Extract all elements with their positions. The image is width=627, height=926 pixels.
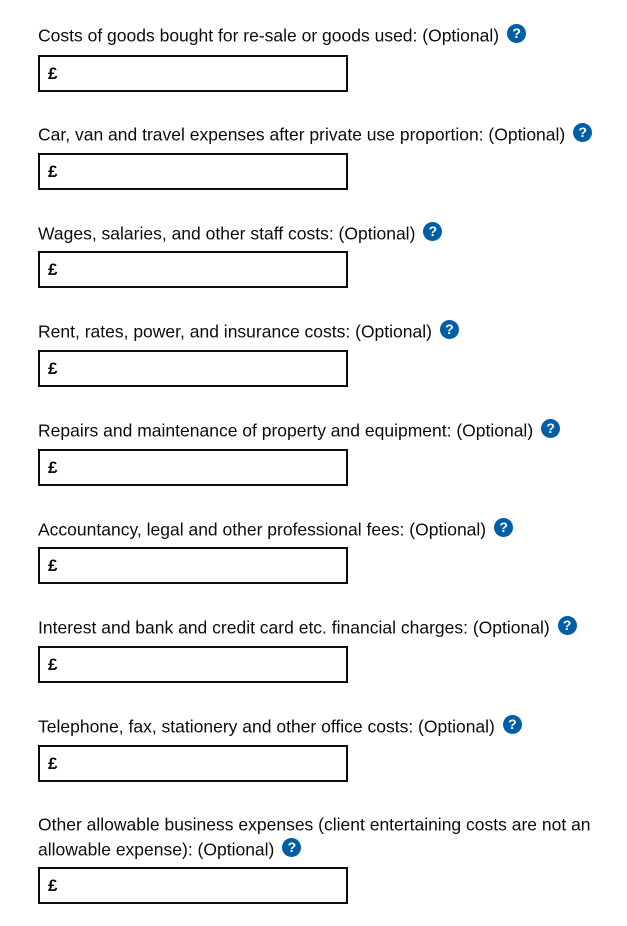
question-circle-icon[interactable]: ?: [503, 715, 522, 734]
financial-charges-input[interactable]: [61, 648, 346, 681]
rent-rates-input[interactable]: [61, 352, 346, 385]
money-input-box[interactable]: [38, 449, 348, 486]
currency-prefix: £: [48, 875, 58, 895]
money-input-box[interactable]: [38, 251, 348, 288]
label-text: Costs of goods bought for re-sale or goods used: (Optional): [38, 25, 500, 46]
field-label: [38, 713, 618, 738]
question-circle-icon[interactable]: ?: [541, 419, 560, 438]
money-input-box[interactable]: [38, 867, 348, 904]
money-input-box[interactable]: [38, 547, 348, 584]
repairs-maintenance-input[interactable]: [61, 451, 346, 484]
field-professional-fees: [38, 516, 623, 575]
currency-prefix: £: [48, 161, 58, 181]
field-label: [38, 220, 618, 245]
label-text: Interest and bank and credit card etc. financial charges: (Optional): [38, 617, 550, 638]
field-label: [38, 516, 618, 541]
car-van-travel-input[interactable]: [61, 155, 346, 188]
currency-prefix: £: [48, 654, 58, 674]
field-wages-salaries: [38, 220, 623, 279]
field-label: [38, 614, 618, 639]
question-circle-icon[interactable]: ?: [423, 222, 442, 241]
label-text: Other allowable business expenses (client entertaining costs are not an allowable expense): (Optional): [38, 814, 591, 860]
field-car-van-travel: [38, 121, 623, 181]
field-rent-rates: [38, 318, 623, 378]
field-label: [38, 22, 618, 47]
office-costs-input[interactable]: [61, 747, 346, 780]
professional-fees-input[interactable]: [61, 549, 346, 582]
field-label: [38, 417, 618, 442]
question-circle-icon[interactable]: ?: [507, 24, 526, 43]
label-text: Telephone, fax, stationery and other office costs: (Optional): [38, 716, 495, 737]
question-circle-icon[interactable]: ?: [558, 616, 577, 635]
field-office-costs: [38, 713, 623, 773]
wages-salaries-input[interactable]: [61, 253, 346, 286]
label-text: Car, van and travel expenses after private use proportion: (Optional): [38, 124, 566, 145]
question-circle-icon[interactable]: ?: [282, 838, 301, 857]
currency-prefix: £: [48, 63, 58, 83]
money-input-box[interactable]: [38, 350, 348, 387]
label-text: Wages, salaries, and other staff costs: (Optional): [38, 223, 416, 244]
field-label: [38, 811, 618, 862]
cost-of-goods-input[interactable]: [61, 57, 346, 90]
field-label: [38, 121, 618, 146]
currency-prefix: £: [48, 358, 58, 378]
currency-prefix: £: [48, 555, 58, 575]
label-text: Accountancy, legal and other professional fees: (Optional): [38, 519, 487, 540]
money-input-box[interactable]: [38, 55, 348, 92]
money-input-box[interactable]: [38, 646, 348, 683]
field-other-expenses: [38, 811, 623, 895]
money-input-box[interactable]: [38, 153, 348, 190]
other-expenses-input[interactable]: [61, 869, 346, 902]
currency-prefix: £: [48, 753, 58, 773]
field-cost-of-goods: [38, 22, 623, 83]
currency-prefix: £: [48, 457, 58, 477]
question-circle-icon[interactable]: ?: [494, 518, 513, 537]
field-repairs-maintenance: [38, 417, 623, 477]
question-circle-icon[interactable]: ?: [440, 320, 459, 339]
money-input-box[interactable]: [38, 745, 348, 782]
field-financial-charges: [38, 614, 623, 674]
question-circle-icon[interactable]: ?: [573, 123, 592, 142]
label-text: Rent, rates, power, and insurance costs: (Optional): [38, 321, 432, 342]
currency-prefix: £: [48, 259, 58, 279]
field-label: [38, 318, 618, 343]
label-text: Repairs and maintenance of property and equipment: (Optional): [38, 420, 534, 441]
